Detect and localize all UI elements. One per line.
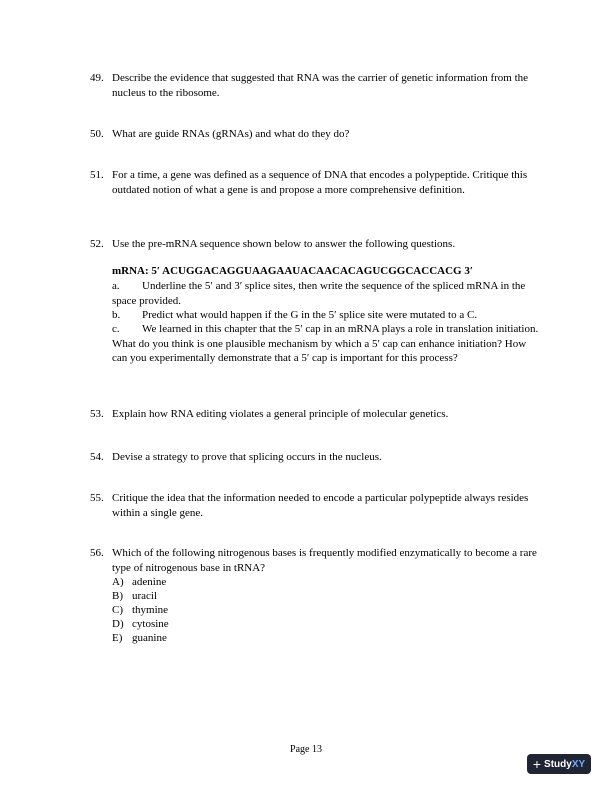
question-number: 55. (90, 492, 104, 504)
choice-c (112, 603, 168, 618)
mrna-sequence: mRNA: 5′ ACUGGACAGGUAAGAAUACAACACAGUCGGCACCACG 3′ (112, 265, 473, 277)
question-number: 53. (90, 408, 104, 420)
studyxy-badge[interactable] (527, 754, 591, 774)
choice-text: adenine (132, 576, 167, 588)
q52-part-b (112, 308, 542, 323)
choice-text: guanine (132, 632, 167, 644)
page-number: Page 13 (290, 744, 322, 755)
question-text: Which of the following nitrogenous bases is frequently modified enzymatically to become a rare type of nitrogenous base in tRNA? (112, 547, 537, 574)
question-55 (90, 491, 540, 520)
question-53 (90, 407, 540, 422)
choice-d (112, 617, 169, 632)
q52-part-c (112, 322, 542, 366)
choice-letter: C) (112, 604, 123, 616)
part-text: Underline the 5′ and 3′ splice sites, then write the sequence of the spliced mRNA in the space provided. (112, 280, 526, 307)
question-text: What are guide RNAs (gRNAs) and what do they do? (112, 128, 350, 140)
question-number: 52. (90, 238, 104, 250)
question-number: 50. (90, 128, 104, 140)
part-text: We learned in this chapter that the 5′ cap in an mRNA plays a role in translation initiation. What do you think is one plausible mechanism by which a 5′ cap can enhance initiation? How can you experimentally demonstrate that a 5′ cap is important for this process? (112, 323, 539, 364)
question-49 (90, 71, 540, 100)
question-text: Critique the idea that the information needed to encode a particular polypeptide always resides within a single gene. (112, 492, 529, 519)
choice-letter: B) (112, 590, 123, 602)
question-number: 49. (90, 72, 104, 84)
choice-text: uracil (132, 590, 158, 602)
question-50 (90, 127, 540, 142)
question-number: 51. (90, 169, 104, 181)
brand-name: StudyXY (544, 758, 586, 770)
choice-text: cytosine (132, 618, 169, 630)
question-number: 56. (90, 547, 104, 559)
question-56 (90, 546, 540, 575)
choice-b (112, 589, 157, 604)
question-text: Use the pre-mRNA sequence shown below to answer the following questions. (112, 238, 456, 250)
question-text: Describe the evidence that suggested that RNA was the carrier of genetic information from the nucleus to the ribosome. (112, 72, 529, 99)
choice-letter: D) (112, 618, 124, 630)
question-text: For a time, a gene was defined as a sequence of DNA that encodes a polypeptide. Critique this outdated notion of what a gene is and propose a more comprehensive definition. (112, 169, 528, 196)
choice-a (112, 575, 166, 590)
part-text: Predict what would happen if the G in the 5′ splice site were mutated to a C. (142, 309, 478, 321)
question-number: 54. (90, 451, 104, 463)
question-54 (90, 450, 540, 465)
choice-e (112, 631, 167, 646)
part-label: a. (112, 280, 120, 292)
part-label: c. (112, 323, 120, 335)
question-text: Devise a strategy to prove that splicing occurs in the nucleus. (112, 451, 382, 463)
choice-text: thymine (132, 604, 169, 616)
plus-icon: + (532, 756, 542, 772)
choice-letter: A) (112, 576, 124, 588)
part-label: b. (112, 309, 121, 321)
question-52 (90, 237, 540, 252)
choice-letter: E) (112, 632, 123, 644)
question-text: Explain how RNA editing violates a general principle of molecular genetics. (112, 408, 449, 420)
q52-part-a (112, 279, 542, 308)
question-51 (90, 168, 540, 197)
